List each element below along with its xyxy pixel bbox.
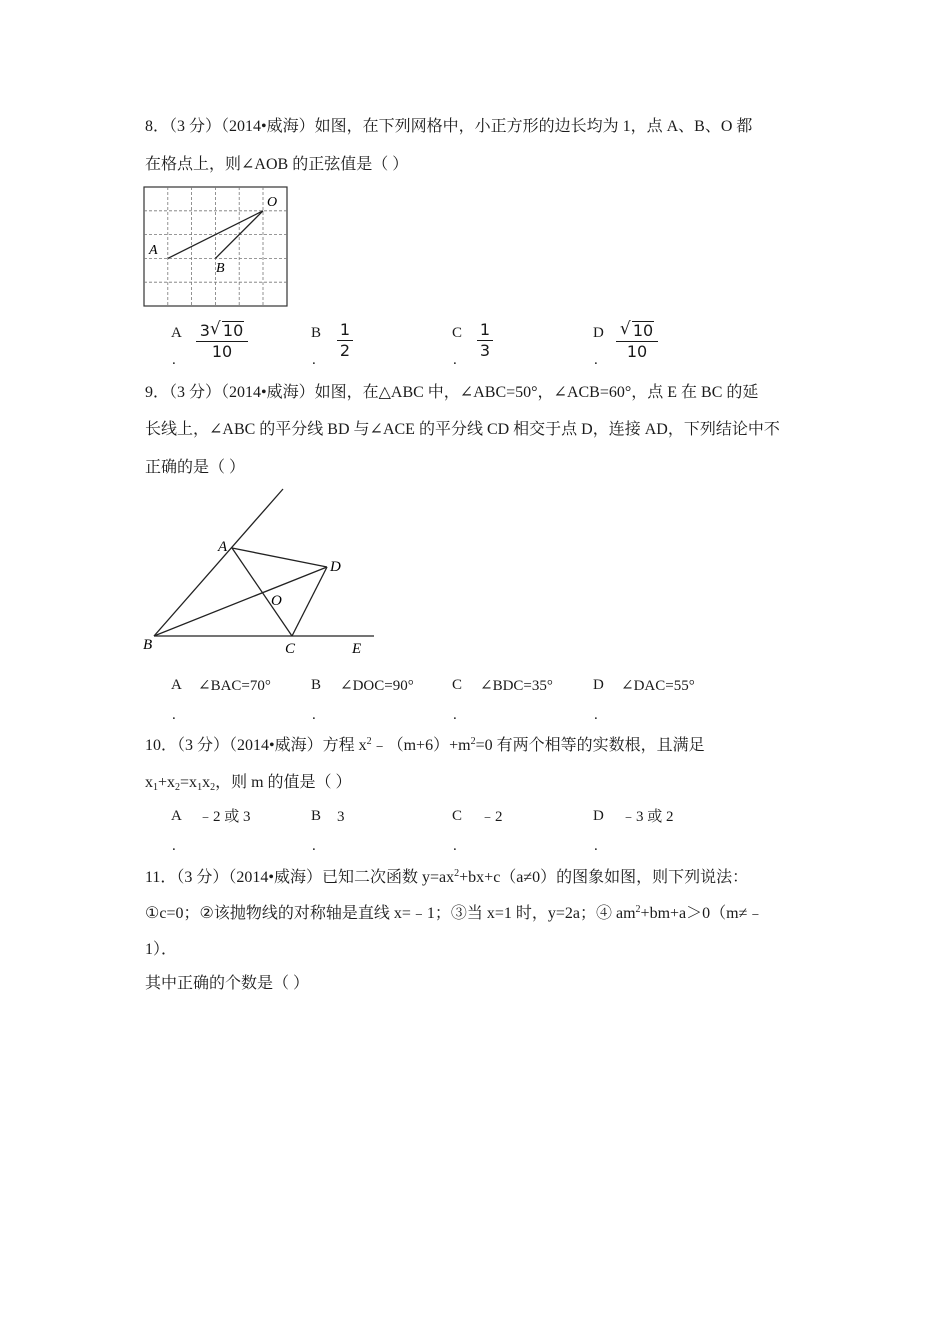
option-dot: .	[312, 352, 316, 368]
option-letter: D	[593, 677, 604, 693]
option-dot: .	[453, 352, 457, 368]
q8-option-b-value: 1 2	[337, 321, 353, 360]
q8-stem-line2: 在格点上，则∠AOB 的正弦值是（ ）	[145, 156, 409, 173]
segment-bd	[154, 567, 327, 636]
option-text: ﹣2	[480, 809, 503, 825]
q9-stem-line3: 正确的是（ ）	[145, 459, 246, 476]
q8-option-a-value: 3 √ 10 10	[196, 321, 248, 361]
segment-ac	[232, 548, 292, 636]
option-dot: .	[172, 707, 176, 723]
q10-stem-line1: 10．（3 分）（2014•威海）方程 $x^2﹣(m+6)+m^2=0$ 有两个相等的实数根，且满足	[145, 736, 705, 754]
q11-stem-line3: 1）．	[145, 941, 178, 958]
q11-stem-line4: 其中正确的个数是（ ）	[145, 975, 310, 992]
point-a-label: A	[149, 243, 158, 258]
q8-option-d-value: √ 10 10	[616, 321, 658, 361]
point-e-label: E	[352, 641, 362, 657]
point-a-label: A	[218, 539, 228, 555]
line-b-extension	[154, 489, 283, 636]
option-text: ﹣2 或 3	[198, 809, 251, 825]
point-o-label: O	[271, 593, 282, 609]
point-d-label: D	[330, 559, 341, 575]
q9-triangle-figure	[140, 485, 380, 660]
option-text: ∠DAC=55°	[621, 678, 695, 694]
q11-stem-line2: ①c=0；②该抛物线的对称轴是直线 x=﹣1；③当 x=1 时，y=2a；④ $am^2+bm+a>0(m\ne﹣$	[145, 904, 764, 922]
option-letter: C	[452, 808, 463, 824]
option-dot: .	[594, 352, 598, 368]
radicand: 10	[222, 321, 244, 340]
coef: 3	[199, 321, 210, 340]
option-text: ∠BAC=70°	[198, 678, 271, 694]
option-letter: C	[452, 325, 463, 341]
option-dot: .	[594, 838, 598, 854]
option-text: ∠DOC=90°	[340, 678, 414, 694]
option-letter: D	[593, 325, 604, 341]
q9-stem-line2: 长线上，∠ABC 的平分线 BD 与∠ACE 的平分线 CD 相交于点 D，连接 AD，下列结论中不	[145, 421, 780, 438]
option-letter: B	[311, 808, 322, 824]
option-letter: C	[452, 677, 463, 693]
option-letter: B	[311, 677, 322, 693]
option-dot: .	[453, 707, 457, 723]
option-dot: .	[172, 838, 176, 854]
option-dot: .	[453, 838, 457, 854]
q8-grid-figure	[143, 186, 289, 308]
option-letter: B	[311, 325, 322, 341]
point-c-label: C	[285, 641, 296, 657]
option-dot: .	[594, 707, 598, 723]
option-letter: A	[171, 677, 182, 693]
q8-stem-line1: 8．（3 分）（2014•威海）如图，在下列网格中，小正方形的边长均为 1，点 A、B、O 都	[145, 118, 753, 135]
option-letter: A	[171, 808, 182, 824]
point-b-label: B	[143, 637, 153, 653]
q8-option-c-value: 1 3	[477, 321, 493, 360]
segment-cd	[292, 567, 327, 636]
q9-stem-line1: 9．（3 分）（2014•威海）如图，在△ABC 中，∠ABC=50°，∠ACB=60°，点 E 在 BC 的延	[145, 384, 759, 401]
q10-stem-line2: $x_1+x_2=x_1x_2$，则 m 的值是（ ）	[145, 774, 352, 793]
option-letter: A	[171, 325, 182, 341]
option-letter: D	[593, 808, 604, 824]
point-b-label: B	[216, 261, 225, 276]
option-text: 3	[337, 809, 345, 825]
option-text: ﹣3 或 2	[621, 809, 674, 825]
q11-stem-line1: 11．（3 分）（2014•威海）已知二次函数 $y=ax^2+bx+c(a\ne 0)$的图象如图，则下列说法：	[145, 868, 749, 886]
option-dot: .	[312, 838, 316, 854]
segment-ad	[232, 548, 327, 567]
option-text: ∠BDC=35°	[480, 678, 553, 694]
option-dot: .	[312, 707, 316, 723]
denominator: 10	[211, 342, 233, 361]
option-dot: .	[172, 352, 176, 368]
point-o-label: O	[267, 195, 278, 210]
